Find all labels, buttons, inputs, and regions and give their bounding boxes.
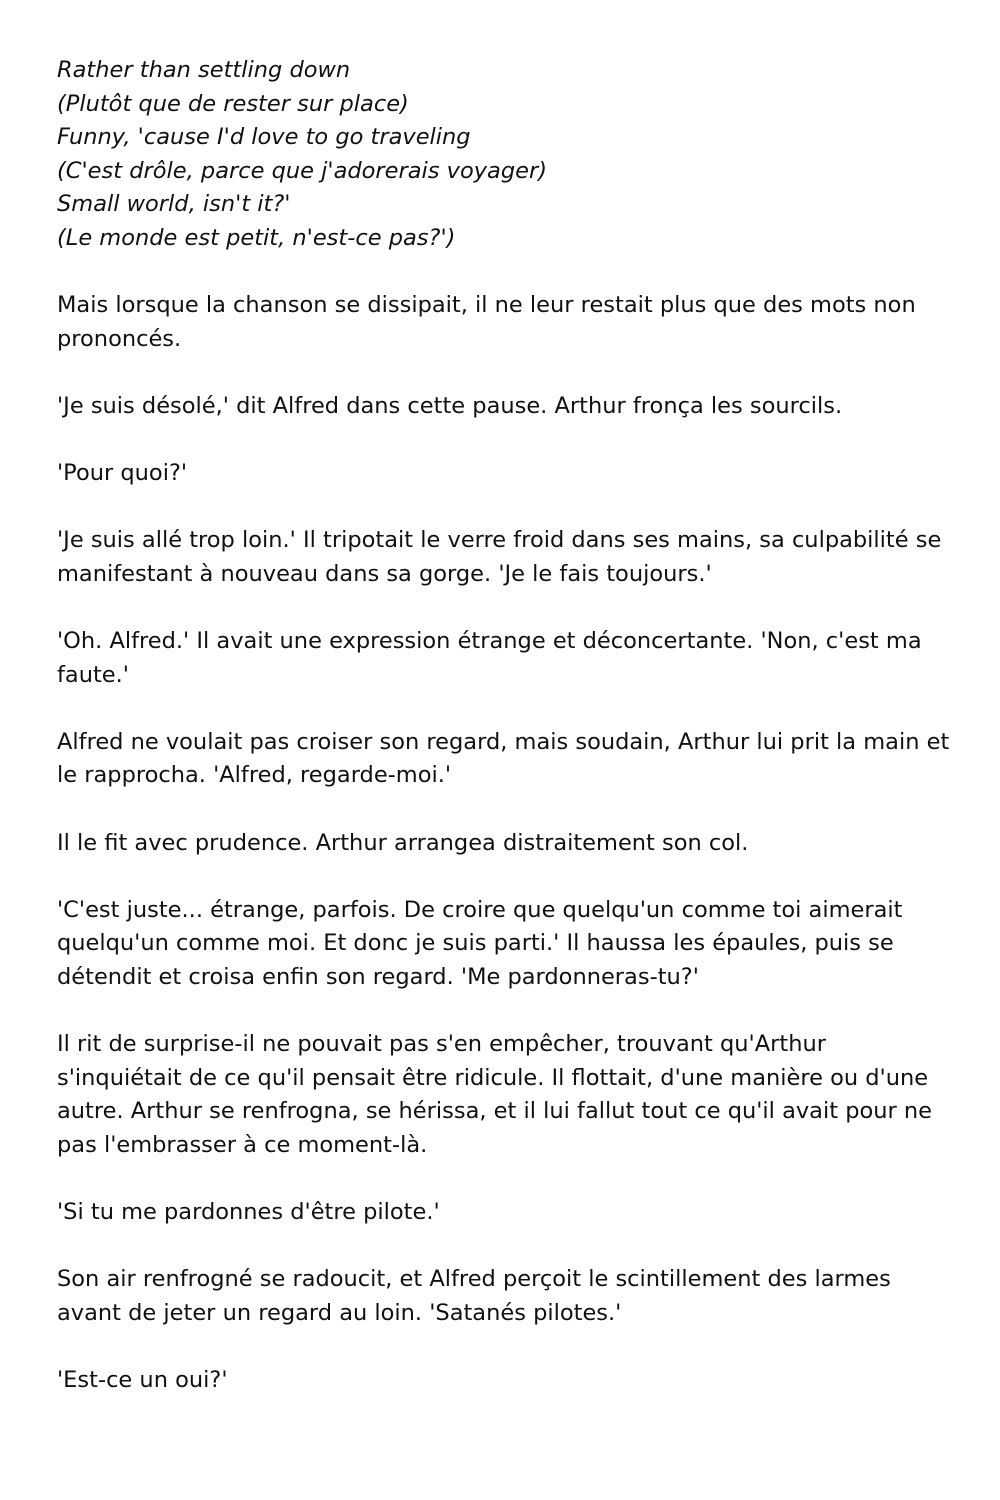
lyric-line: Small world, isn't it?' (57, 191, 291, 218)
paragraph: 'Oh. Alfred.' Il avait une expression étrange et déconcertante. 'Non, c'est ma faute.' (57, 628, 922, 688)
paragraph: 'C'est juste... étrange, parfois. De croire que quelqu'un comme toi aimerait quelqu'un comme moi. Et donc je suis parti.' Il haussa les épaules, puis se détendit et croisa enfin son regard. 'Me pardonneras-tu?' (57, 896, 903, 991)
lyrics-block (57, 54, 957, 256)
paragraph: 'Si tu me pardonnes d'être pilote.' (57, 1199, 440, 1226)
lyric-line: Rather than settling down (57, 57, 351, 83)
paragraph: Il rit de surprise-il ne pouvait pas s'en empêcher, trouvant qu'Arthur s'inquiétait de ce qu'il pensait être ridicule. Il flottait, d'une manière ou d'une autre. Arthur se renfrogna, se hérissa, et il lui fallut tout ce qu'il avait pour ne pas l'embrasser à ce moment-là. (57, 1031, 933, 1158)
paragraph: 'Pour quoi?' (57, 460, 188, 487)
paragraph: 'Je suis allé trop loin.' Il tripotait le verre froid dans ses mains, sa culpabilité se manifestant à nouveau dans sa gorge. 'Je le fais toujours.' (57, 527, 942, 587)
paragraph: 'Est-ce un oui?' (57, 1367, 228, 1394)
lyric-translation-line: (Plutôt que de rester sur place) (57, 90, 409, 117)
paragraph: Son air renfrogné se radoucit, et Alfred perçoit le scintillement des larmes avant de jeter un regard au loin. 'Satanés pilotes.' (57, 1266, 891, 1326)
lyric-line: Funny, 'cause I'd love to go traveling (57, 124, 471, 151)
paragraph: Il le fit avec prudence. Arthur arrangea distraitement son col. (57, 829, 749, 856)
document-page (57, 54, 957, 1431)
lyric-translation-line: (Le monde est petit, n'est-ce pas?') (57, 224, 456, 251)
paragraph: 'Je suis désolé,' dit Alfred dans cette pause. Arthur fronça les sourcils. (57, 392, 843, 419)
paragraph: Alfred ne voulait pas croiser son regard, mais soudain, Arthur lui prit la main et le rapprocha. 'Alfred, regarde-moi.' (57, 728, 950, 789)
paragraph: Mais lorsque la chanson se dissipait, il ne leur restait plus que des mots non prononcés. (57, 292, 916, 352)
lyric-translation-line: (C'est drôle, parce que j'adorerais voyager) (57, 157, 548, 184)
